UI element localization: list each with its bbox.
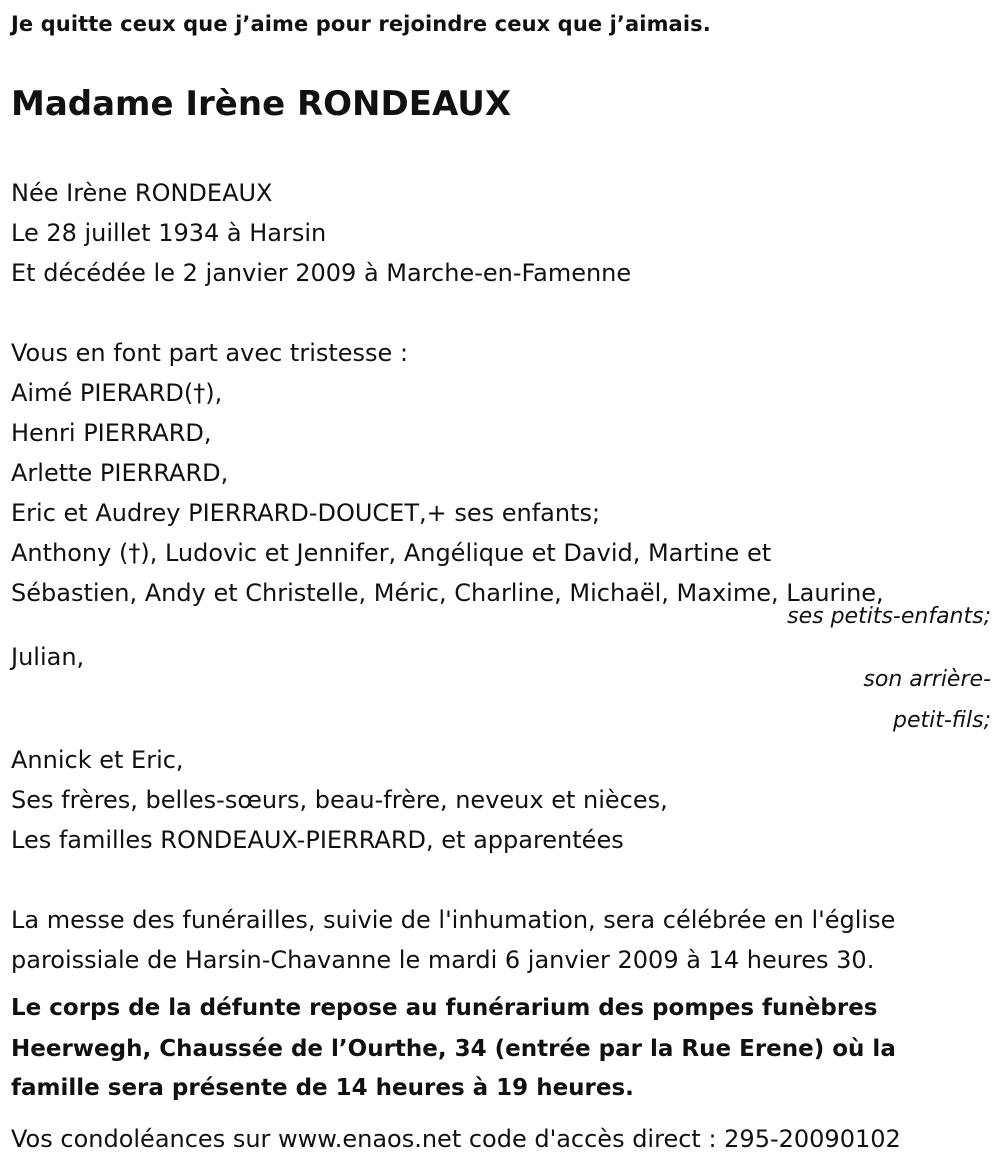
death-date: Et décédée le 2 janvier 2009 à Marche-en-Famenne [11, 259, 632, 287]
family-intro: Vous en font part avec tristesse : [11, 339, 409, 367]
birth-name: Née Irène RONDEAUX [11, 179, 273, 207]
visitation-text: Heerwegh, Chaussée de l’Ourthe, 34 (entrée par la Rue Erene) où la [11, 1036, 896, 1062]
family-line: Eric et Audrey PIERRARD-DOUCET,+ ses enfants; [11, 499, 601, 527]
family-line: Julian, [11, 643, 85, 671]
family-line: Sébastien, Andy et Christelle, Méric, Charline, Michaël, Maxime, Laurine, [11, 579, 884, 607]
ceremony-text: paroissiale de Harsin-Chavanne le mardi 6 janvier 2009 à 14 heures 30. [11, 946, 875, 974]
epitaph-quote: Je quitte ceux que j’aime pour rejoindre ceux que j’aimais. [11, 12, 711, 36]
condolences-text: Vos condoléances sur www.enaos.net code d'accès direct : 295-20090102 [11, 1125, 901, 1153]
visitation-text: Le corps de la défunte repose au funérarium des pompes funèbres [11, 995, 878, 1021]
family-line: Annick et Eric, [11, 746, 184, 774]
deceased-name: Madame Irène RONDEAUX [11, 84, 512, 124]
family-line: Henri PIERRARD, [11, 419, 212, 447]
family-line: Ses frères, belles-sœurs, beau-frère, neveux et nièces, [11, 786, 668, 814]
great-grandson-role-cont: petit-fils; [892, 708, 991, 733]
visitation-text: famille sera présente de 14 heures à 19 heures. [11, 1075, 634, 1101]
family-line: Aimé PIERARD(†), [11, 379, 223, 407]
family-line: Les familles RONDEAUX-PIERRARD, et apparentées [11, 826, 624, 854]
ceremony-text: La messe des funérailles, suivie de l'inhumation, sera célébrée en l'église [11, 906, 896, 934]
great-grandson-role: son arrière- [863, 667, 991, 692]
grandchildren-role: ses petits-enfants; [787, 604, 991, 629]
family-line: Anthony (†), Ludovic et Jennifer, Angélique et David, Martine et [11, 539, 772, 567]
family-line: Arlette PIERRARD, [11, 459, 229, 487]
birth-date: Le 28 juillet 1934 à Harsin [11, 219, 327, 247]
